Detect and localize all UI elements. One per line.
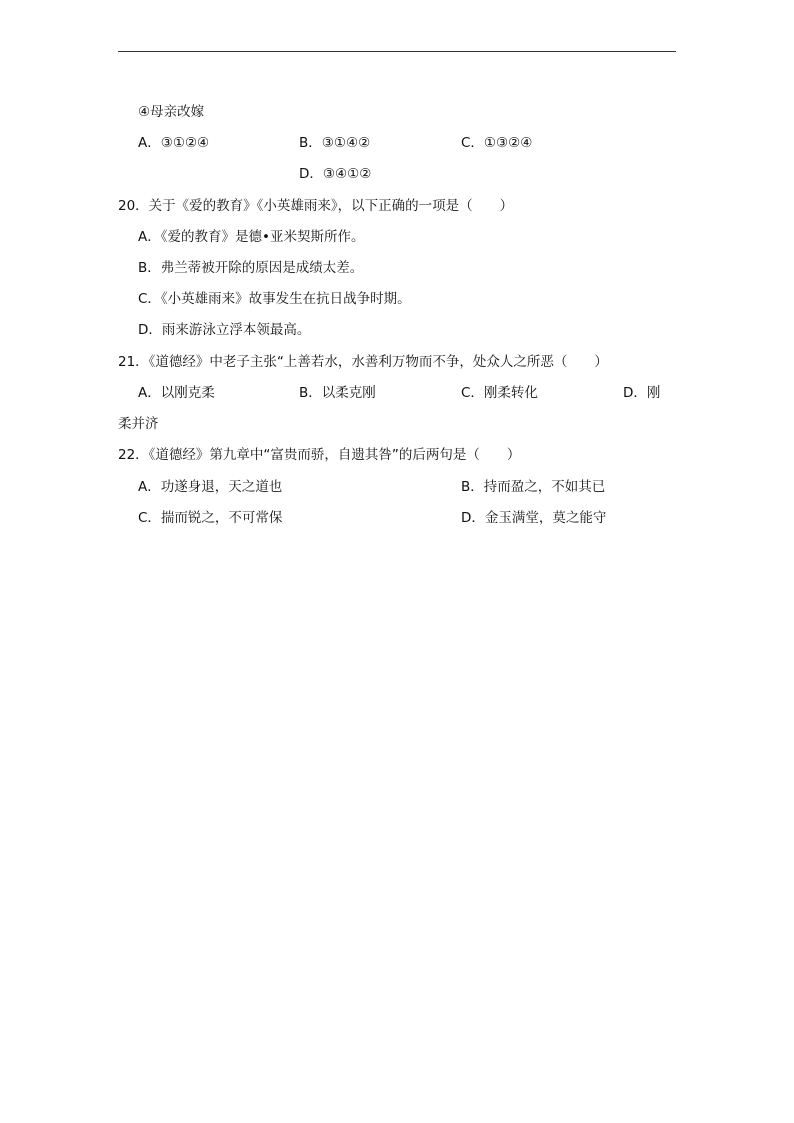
q21-stem: 21．《道德经》中老子主张“上善若水，水善利万物而不争，处众人之所恶（ ） [118, 354, 608, 370]
q21-option-d-continued: 柔并济 [118, 416, 159, 432]
q19-option-a: A．③①②④ [138, 135, 210, 151]
q19-option-b: B．③①④② [299, 135, 371, 151]
q22-stem: 22．《道德经》第九章中“富贵而骄，自遗其咎”的后两句是（ ） [118, 447, 521, 463]
q22-option-a: A．功遂身退，天之道也 [138, 479, 283, 495]
q20-option-b: B．弗兰蒂被开除的原因是成绩太差。 [138, 260, 364, 276]
q20-option-a: A．《爱的教育》是德•亚米契斯所作。 [138, 229, 365, 245]
q19-item-4: ④母亲改嫁 [138, 104, 205, 120]
q21-option-c: C．刚柔转化 [461, 385, 538, 401]
q21-option-d: D．刚 [623, 385, 661, 401]
q19-option-c: C．①③②④ [461, 135, 533, 151]
header-rule [118, 51, 676, 52]
q19-option-d: D．③④①② [299, 166, 372, 182]
q22-option-b: B．持而盈之，不如其已 [461, 479, 606, 495]
q21-option-a: A．以刚克柔 [138, 385, 215, 401]
q20-stem: 20．关于《爱的教育》《小英雄雨来》，以下正确的一项是（ ） [118, 198, 514, 214]
q22-option-d: D．金玉满堂，莫之能守 [461, 510, 607, 526]
q22-option-c: C．揣而锐之，不可常保 [138, 510, 283, 526]
q20-option-c: C．《小英雄雨来》故事发生在抗日战争时期。 [138, 291, 411, 307]
q20-option-d: D．雨来游泳立浮本领最高。 [138, 322, 311, 338]
q21-option-b: B．以柔克刚 [299, 385, 376, 401]
